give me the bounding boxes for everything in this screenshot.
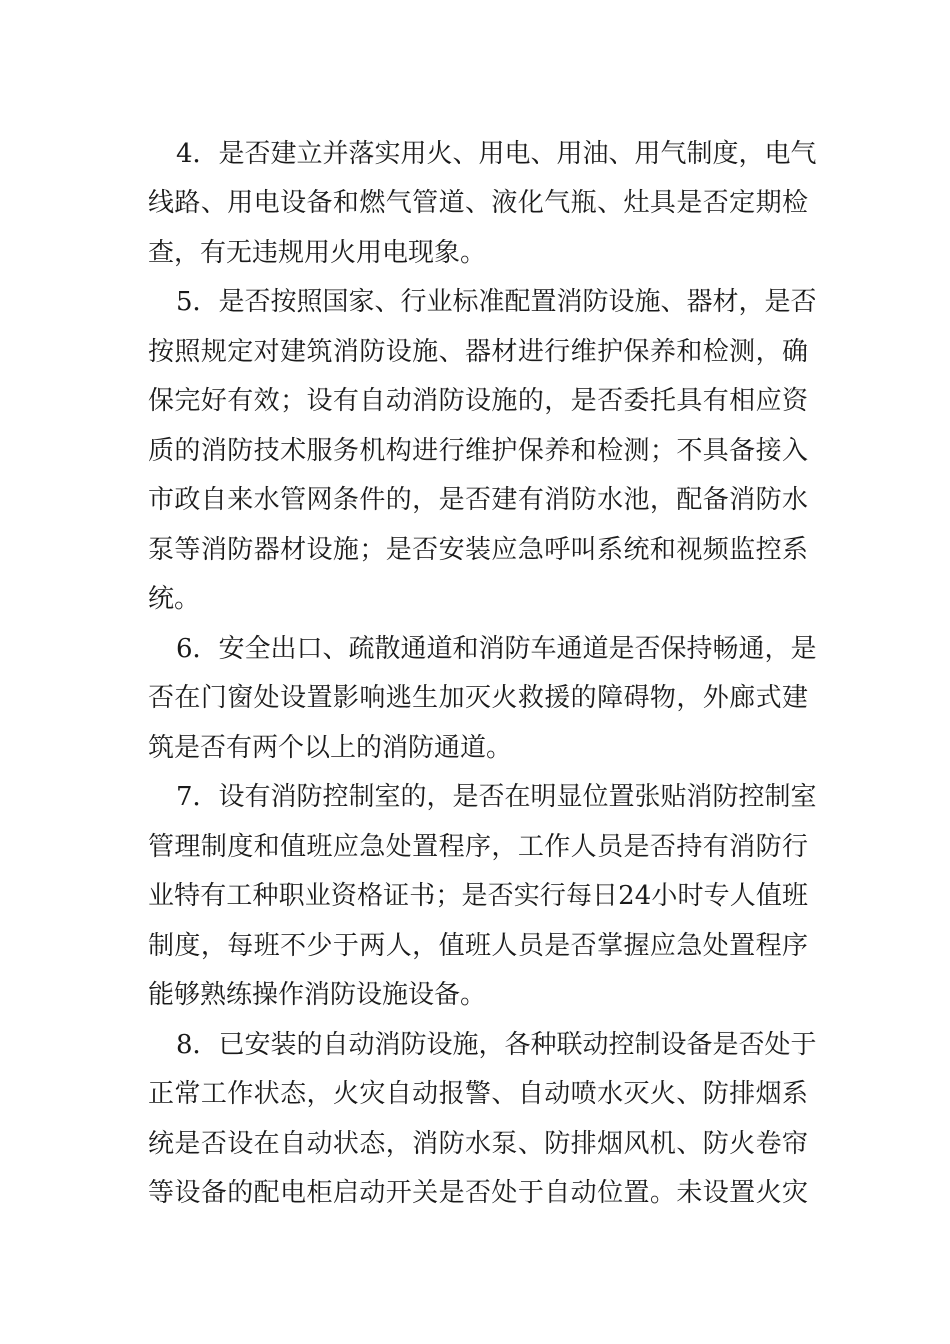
item-8-line-2: 正常工作状态，火灾自动报警、自动喷水灭火、防排烟系 — [148, 1079, 808, 1109]
item-6-line-1: 6．安全出口、疏散通道和消防车通道是否保持畅通，是 — [176, 634, 817, 664]
item-5-line-4: 质的消防技术服务机构进行维护保养和检测；不具备接入 — [148, 436, 808, 466]
item-4-line-3: 查，有无违规用火用电现象。 — [148, 238, 487, 268]
item-7-line-2: 管理制度和值班应急处置程序，工作人员是否持有消防行 — [148, 832, 808, 862]
item-5-line-7: 统。 — [148, 584, 201, 614]
item-7-line-3: 业特有工种职业资格证书；是否实行每日24小时专人值班 — [148, 881, 808, 911]
item-6-line-2: 否在门窗处设置影响逃生加灭火救援的障碍物，外廊式建 — [148, 683, 808, 713]
item-6-line-3: 筑是否有两个以上的消防通道。 — [148, 733, 513, 763]
item-7-line-5: 能够熟练操作消防设施设备。 — [148, 980, 487, 1010]
item-8-line-1: 8．已安装的自动消防设施，各种联动控制设备是否处于 — [176, 1030, 817, 1060]
item-5-line-1: 5．是否按照国家、行业标准配置消防设施、器材，是否 — [176, 287, 817, 317]
item-5-line-6: 泵等消防器材设施；是否安装应急呼叫系统和视频监控系 — [148, 535, 808, 565]
item-4-line-2: 线路、用电设备和燃气管道、液化气瓶、灶具是否定期检 — [148, 188, 808, 218]
item-5-line-5: 市政自来水管网条件的，是否建有消防水池，配备消防水 — [148, 485, 808, 515]
item-8-line-3: 统是否设在自动状态，消防水泵、防排烟风机、防火卷帘 — [148, 1129, 808, 1159]
item-4-line-1: 4．是否建立并落实用火、用电、用油、用气制度，电气 — [176, 139, 817, 169]
item-5-line-3: 保完好有效；设有自动消防设施的，是否委托具有相应资 — [148, 386, 808, 416]
item-5-line-2: 按照规定对建筑消防设施、器材进行维护保养和检测，确 — [148, 337, 808, 367]
item-7-line-4: 制度，每班不少于两人，值班人员是否掌握应急处置程序 — [148, 931, 808, 961]
item-7-line-1: 7．设有消防控制室的，是否在明显位置张贴消防控制室 — [176, 782, 817, 812]
item-8-line-4: 等设备的配电柜启动开关是否处于自动位置。未设置火灾 — [148, 1178, 808, 1208]
